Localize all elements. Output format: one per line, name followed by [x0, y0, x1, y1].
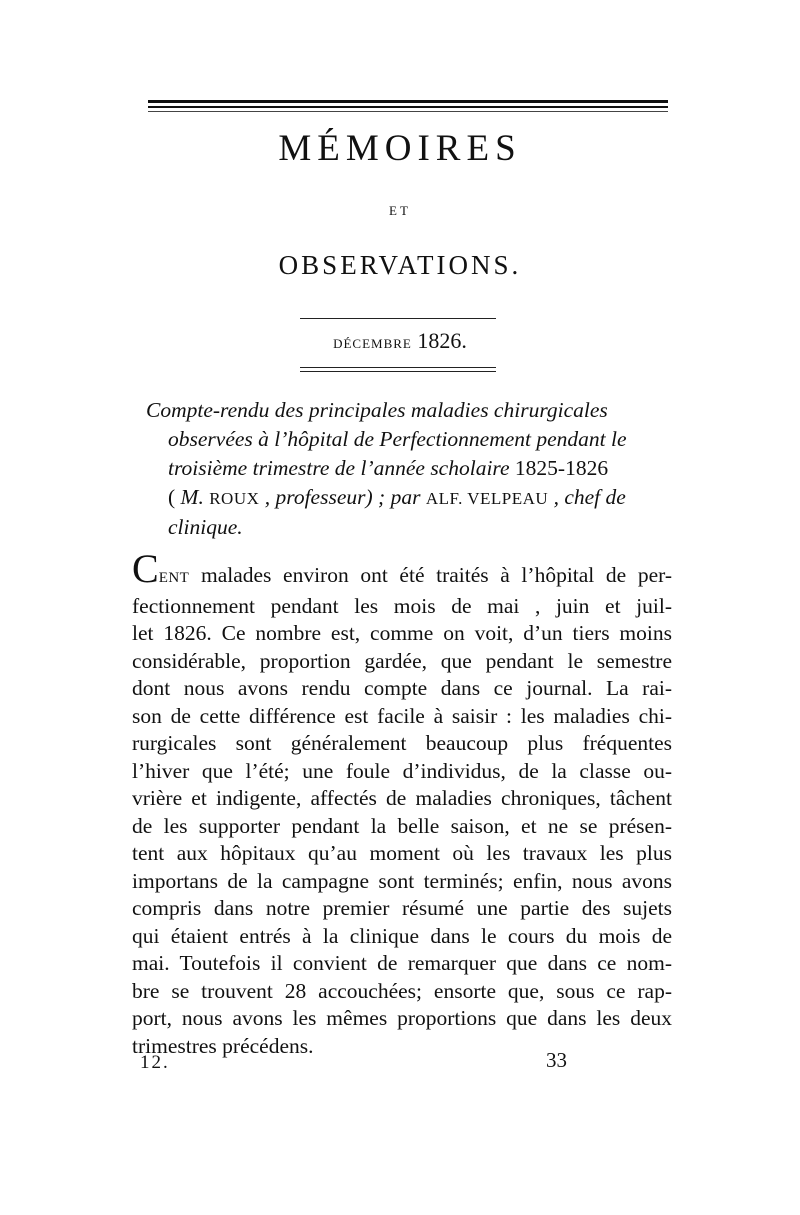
- body-line: port, nous avons les mêmes proportions que dans les deux: [132, 1006, 672, 1030]
- body-line: rurgicales sont généralement beaucoup plus fréquentes: [132, 731, 672, 755]
- first-word-rest: ENT: [158, 570, 190, 586]
- article-title: [146, 396, 676, 542]
- page-number: 33: [546, 1048, 567, 1072]
- body-line: de les supporter pendant la belle saison, et ne se présen-: [132, 813, 672, 838]
- body-line: son de cette différence est facile à saisir : les maladies chi-: [132, 703, 672, 728]
- issue-month: DÉCEMBRE: [333, 336, 412, 351]
- body-line: compris dans notre premier résumé une partie des sujets: [132, 896, 672, 920]
- body-line-text: malades environ ont été traités à l’hôpital de per-: [189, 563, 672, 587]
- top-rule: [148, 111, 668, 112]
- body-line: l’hiver que l’été; une foule d’individus, de la classe ou-: [132, 758, 672, 783]
- issue-year: 1826.: [417, 328, 467, 353]
- body-line: [132, 546, 672, 593]
- article-title-paren: (: [168, 485, 181, 509]
- body-line: tent aux hôpitaux qu’au moment où les travaux les plus: [132, 841, 672, 865]
- body-line: fectionnement pendant les mois de mai , juin et juil-: [132, 593, 672, 618]
- article-title-text: , professeur) ; par: [259, 485, 426, 509]
- body-line: let 1826. Ce nombre est, comme on voit, d’un tiers moins: [132, 621, 672, 645]
- body-line: mai. Toutefois il convient de remarquer que dans ce nom-: [132, 951, 672, 975]
- body-line: dont nous avons rendu compte dans ce journal. La rai-: [132, 676, 672, 700]
- article-title-text: troisième trimestre de l’année scholaire: [168, 456, 515, 480]
- top-rule: [148, 100, 668, 103]
- drop-cap: C: [132, 546, 159, 591]
- article-title-line: Compte-rendu des principales maladies chirurgicales: [146, 398, 608, 422]
- divider-rule: [300, 367, 496, 368]
- section-subtitle: OBSERVATIONS.: [278, 250, 522, 280]
- article-title-years: 1825-1826: [514, 456, 609, 480]
- divider-rule: [300, 318, 496, 319]
- section-title: MÉMOIRES: [278, 128, 522, 169]
- article-title-line: observées à l’hôpital de Perfectionnement pendant le: [168, 427, 627, 451]
- article-title-line: clinique.: [168, 515, 243, 539]
- author-velpeau: ALF. VELPEAU: [425, 489, 549, 508]
- body-line: bre se trouvent 28 accouchées; ensorte que, sous ce rap-: [132, 978, 672, 1003]
- body-line: vrière et indigente, affectés de maladies chroniques, tâchent: [132, 786, 672, 810]
- body-line: importans de la campagne sont terminés; enfin, nous avons: [132, 868, 672, 893]
- body-line: qui étaient entrés à la clinique dans le cours du mois de: [132, 923, 672, 948]
- issue-date: [0, 330, 800, 352]
- article-title-line: [146, 454, 676, 483]
- top-rule: [148, 106, 668, 108]
- divider-rule: [300, 371, 496, 372]
- article-title-monsieur: M.: [180, 485, 210, 509]
- article-title-line: [146, 483, 676, 513]
- signature-mark: 12.: [140, 1052, 170, 1073]
- body-line: considérable, proportion gardée, que pendant le semestre: [132, 648, 672, 673]
- body-paragraph: [132, 546, 672, 1060]
- section-conjunction: ET: [389, 203, 411, 218]
- article-title-text: , chef de: [548, 485, 626, 509]
- body-line: trimestres précédens.: [132, 1033, 314, 1058]
- author-roux: ROUX: [209, 489, 260, 508]
